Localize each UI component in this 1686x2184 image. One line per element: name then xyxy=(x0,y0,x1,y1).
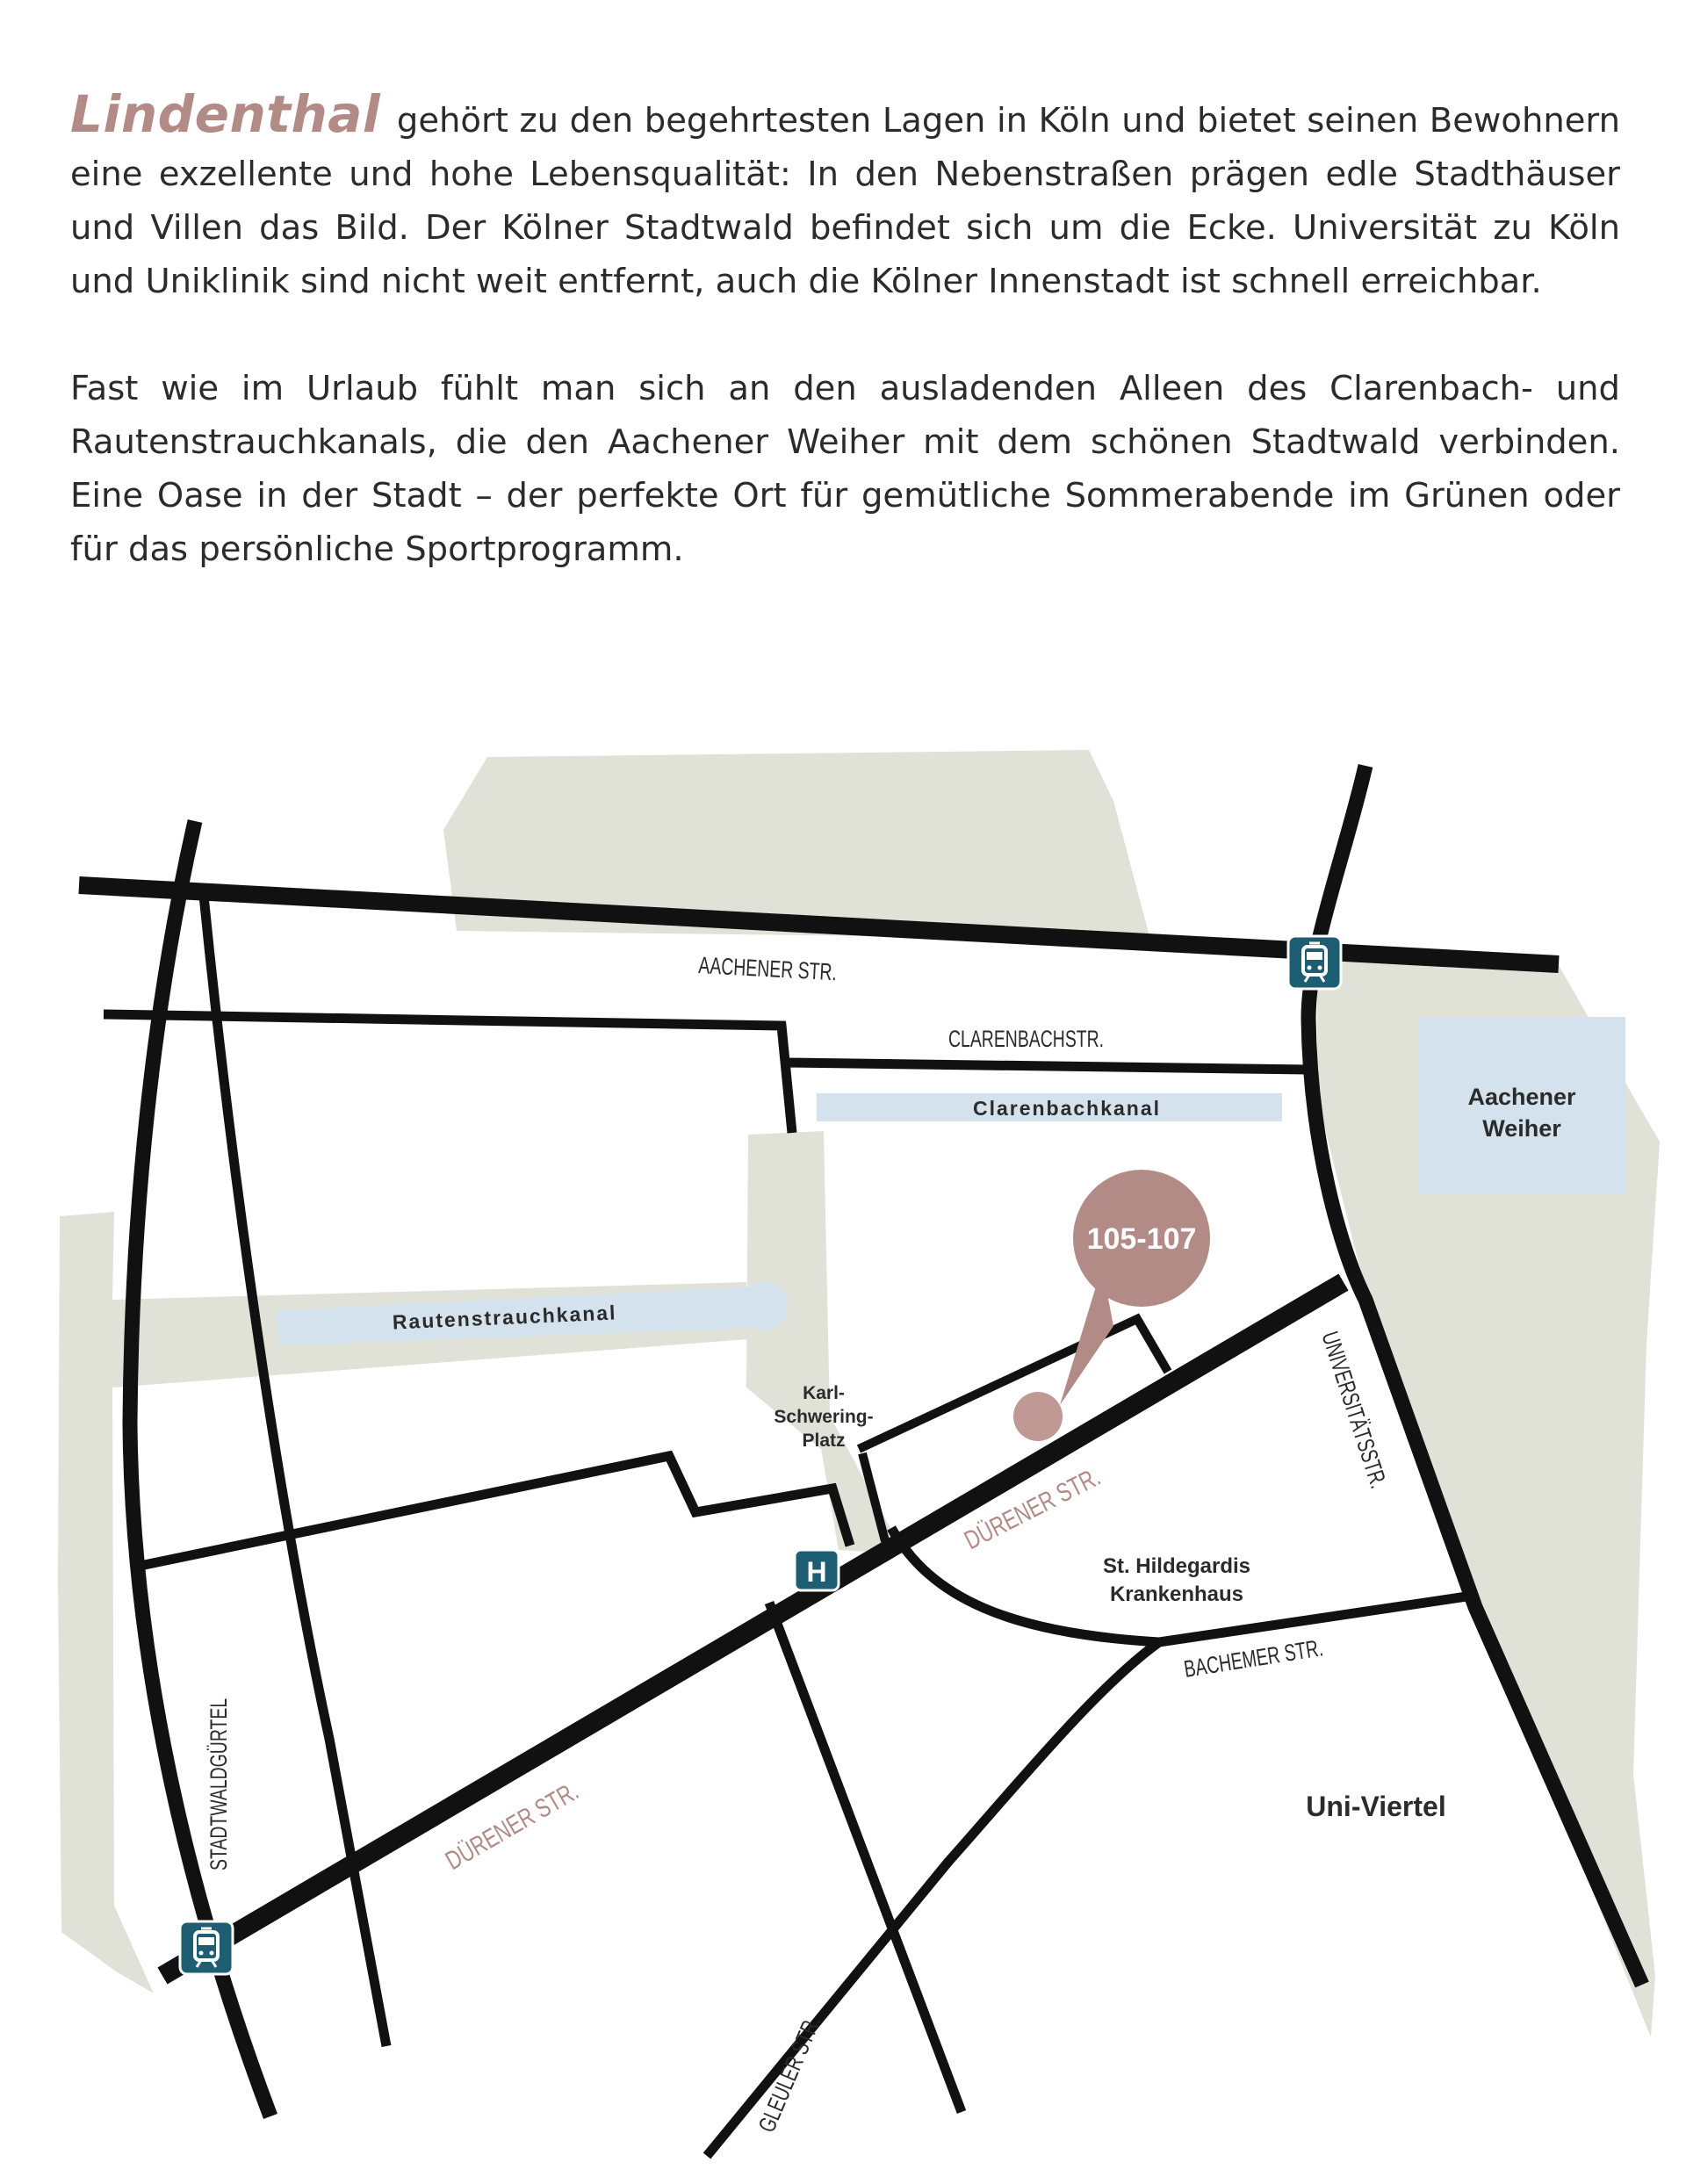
tram-icon[interactable] xyxy=(1288,936,1341,989)
label-uni-viertel: Uni-Viertel xyxy=(1306,1791,1446,1822)
marker-dot xyxy=(1013,1392,1063,1441)
street-labels xyxy=(205,952,1392,2136)
intro-paragraph-2: Fast wie im Urlaub fühlt man sich an den ausladenden Alleen des Clarenbach- und Rautenstrauchkanals, die den Aachener Weiher mit dem schönen Stadtwald verbinden. Eine Oase in der Stadt – der perfekte Ort für gemütliche Sommerabende im Grünen oder für das persönliche Sportprogramm. xyxy=(70,369,1620,569)
label-stadtwaldguertel: STADTWALDGÜRTEL xyxy=(205,1697,232,1870)
marker-label: 105-107 xyxy=(1086,1222,1197,1256)
road-west-cross xyxy=(132,1456,850,1568)
intro-para1-text: gehört zu den begehrtesten Lagen in Köln und bietet seinen Bewohnern eine exzellente und hohe Lebensqualität: In den Nebenstraßen prägen edle Stadthäuser und Villen das Bild. Der Kölner Stadtwald befindet sich um die Ecke. Universität zu Köln und Uniklinik sind nicht weit entfernt, auch die Kölner Innenstadt ist schnell erreichbar. xyxy=(70,101,1620,301)
road-small-1 xyxy=(859,1319,1168,1449)
road-west-2 xyxy=(204,896,386,2046)
location-marker[interactable] xyxy=(1013,1170,1210,1441)
label-aachener-weiher-2: Weiher xyxy=(1482,1115,1561,1142)
bus-stop-icon[interactable] xyxy=(795,1550,839,1590)
label-clarenbachkanal: Clarenbachkanal xyxy=(972,1097,1162,1120)
label-duerener-str-upper: DÜRENER STR. xyxy=(959,1461,1106,1556)
intro-lead: Lindenthal xyxy=(70,84,381,144)
label-universitaetsstr: UNIVERSITÄTSSTR. xyxy=(1316,1328,1393,1492)
label-karl-schwering-2: Schwering- xyxy=(774,1407,874,1427)
label-karl-schwering-1: Karl- xyxy=(803,1383,845,1403)
label-bachemer-str: BACHEMER STR. xyxy=(1182,1634,1325,1683)
label-aachener-weiher-1: Aachener xyxy=(1467,1084,1576,1110)
label-hildegardis-2: Krankenhaus xyxy=(1109,1582,1244,1606)
label-rautenstrauchkanal: Rautenstrauchkanal xyxy=(392,1301,618,1334)
label-hildegardis-1: St. Hildegardis xyxy=(1102,1554,1251,1578)
label-duerener-str-lower: DÜRENER STR. xyxy=(440,1776,584,1876)
label-gleueler-str: GLEULER STR. xyxy=(753,2012,826,2137)
label-karl-schwering-3: Platz xyxy=(802,1431,846,1451)
label-aachener-str: AACHENER STR. xyxy=(697,951,838,985)
rautenstrauchkanal-end xyxy=(740,1282,788,1330)
tram-icon[interactable] xyxy=(180,1921,233,1974)
bus-stop-letter: H xyxy=(806,1556,827,1588)
label-clarenbachstr: CLARENBACHSTR. xyxy=(948,1025,1105,1052)
